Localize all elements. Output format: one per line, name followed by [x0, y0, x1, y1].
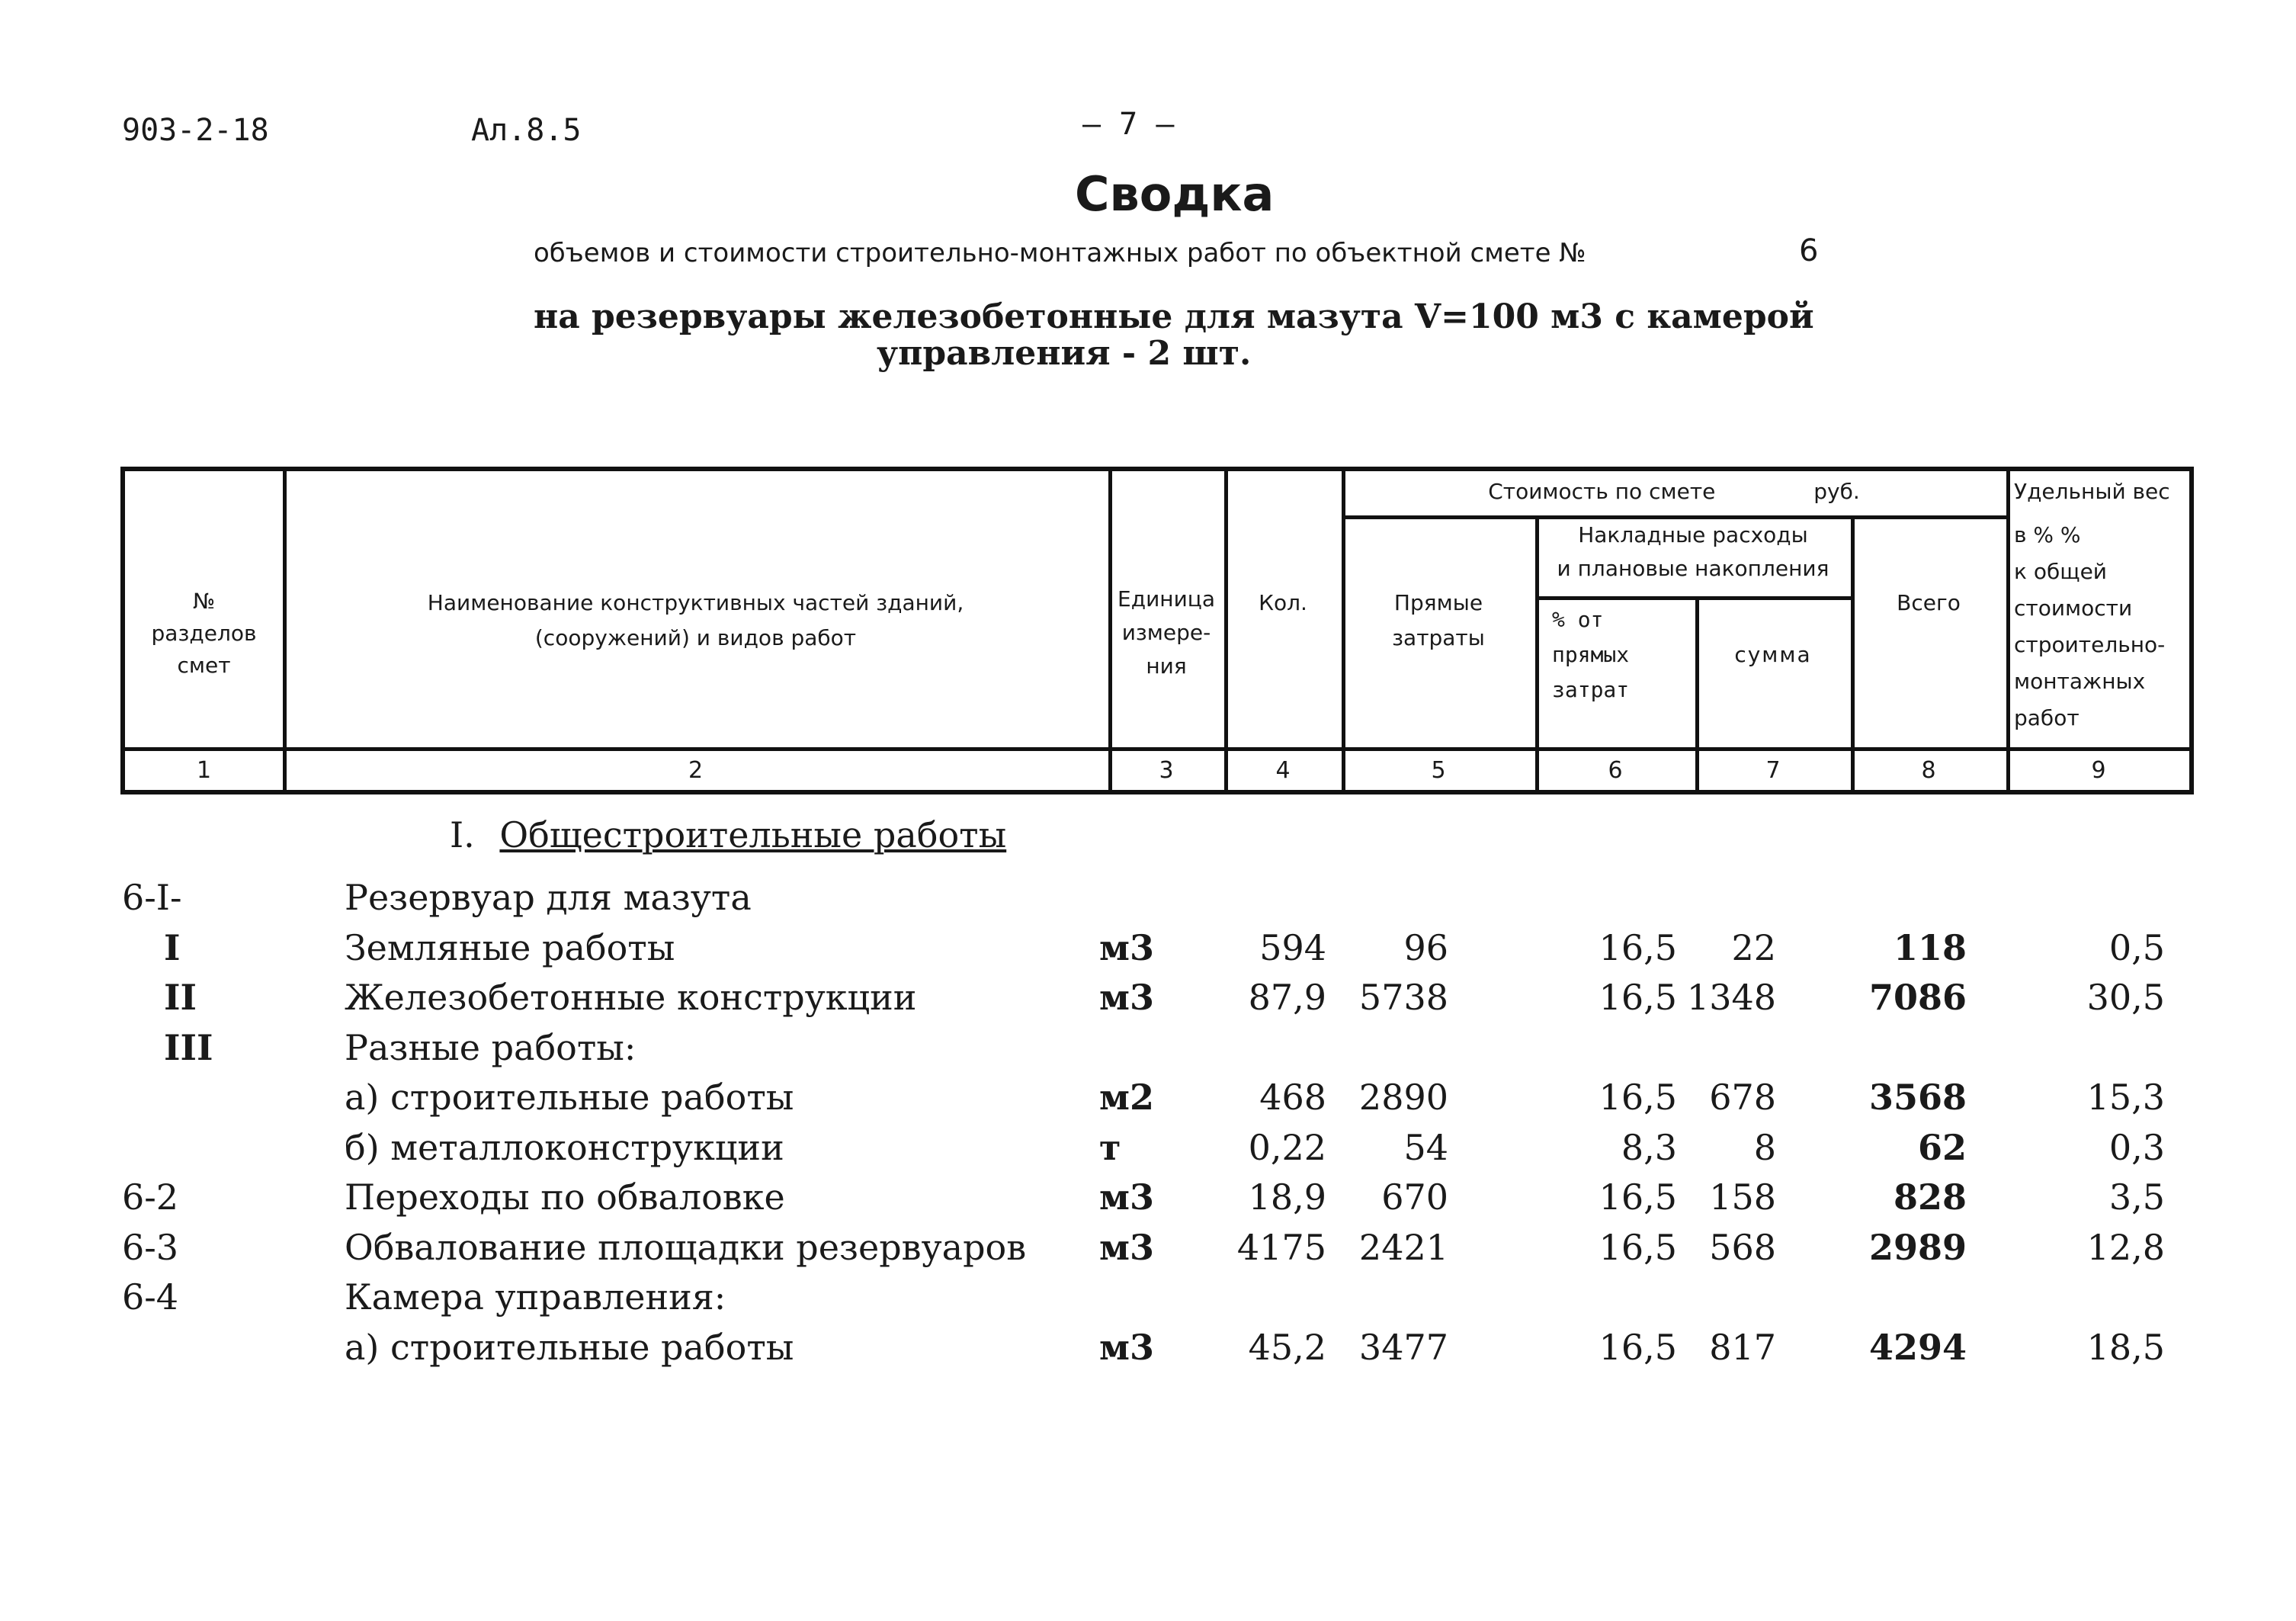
row-quantity: 4175: [1236, 1226, 1326, 1268]
header-share-top: Удельный вес: [2014, 479, 2170, 504]
row-total: 118: [1893, 926, 1967, 968]
row-total: 828: [1893, 1176, 1967, 1218]
row-code: 6-4: [122, 1276, 179, 1318]
row-overhead-sum: 1348: [1686, 977, 1776, 1018]
row-quantity: 45,2: [1248, 1326, 1326, 1368]
header-cost-group: Стоимость по смете руб.: [1488, 479, 1860, 504]
row-direct-costs: 2890: [1358, 1077, 1448, 1118]
row-percent: 16,5: [1599, 1326, 1677, 1368]
document-subtitle: объемов и стоимости строительно-монтажных работ по объектной смете №: [534, 238, 1586, 268]
row-direct-costs: 670: [1381, 1176, 1448, 1218]
row-work-name: а) строительные работы: [345, 1077, 794, 1118]
row-unit: м2: [1099, 1077, 1154, 1118]
row-share: 18,5: [2086, 1326, 2165, 1368]
row-unit: м3: [1099, 926, 1154, 968]
col-number-8: 8: [1921, 757, 1936, 784]
row-work-name: Камера управления:: [345, 1276, 726, 1318]
row-total: 62: [1917, 1126, 1967, 1168]
row-share: 0,5: [2108, 926, 2165, 968]
row-code: 6-I-: [122, 877, 182, 918]
header-overhead-group: Накладные расходы и плановые накопления: [1557, 522, 1829, 581]
document-code: 903-2-18: [122, 113, 269, 148]
row-unit: м3: [1099, 1326, 1154, 1368]
header-percent-of-direct: % от прямых затрат: [1552, 607, 1630, 702]
row-work-name: Переходы по обваловке: [345, 1176, 785, 1218]
col-number-9: 9: [2091, 757, 2106, 784]
col-number-5: 5: [1431, 757, 1446, 784]
row-percent: 16,5: [1599, 1077, 1677, 1118]
row-quantity: 594: [1259, 926, 1326, 968]
row-work-name: а) строительные работы: [345, 1326, 794, 1368]
col-number-7: 7: [1765, 757, 1781, 784]
object-description-line2: управления - 2 шт.: [877, 334, 1252, 373]
row-work-name: Резервуар для мазута: [345, 877, 752, 918]
header-share: в % % к общей стоимости строительно- монтажных работ: [2014, 522, 2166, 730]
row-overhead-sum: 158: [1709, 1176, 1776, 1218]
row-quantity: 87,9: [1248, 977, 1326, 1018]
header-unit: Единица измере- ния: [1118, 586, 1215, 679]
table-header: [120, 467, 2194, 794]
row-share: 0,3: [2108, 1126, 2165, 1168]
header-quantity: Кол.: [1259, 590, 1307, 615]
row-work-name: б) металлоконструкции: [345, 1126, 784, 1168]
header-total: Всего: [1897, 590, 1961, 615]
row-total: 3568: [1868, 1077, 1967, 1118]
col-number-4: 4: [1275, 757, 1291, 784]
row-percent: 16,5: [1599, 1226, 1677, 1268]
row-overhead-sum: 8: [1753, 1126, 1776, 1168]
row-code: 6-3: [122, 1226, 179, 1268]
header-section-number: № разделов смет: [151, 589, 257, 678]
row-unit: м3: [1099, 1226, 1154, 1268]
page-number: — 7 —: [1082, 107, 1175, 142]
row-unit: м3: [1099, 1176, 1154, 1218]
row-share: 15,3: [2086, 1077, 2165, 1118]
row-code: 6-2: [122, 1176, 179, 1218]
row-direct-costs: 2421: [1358, 1226, 1448, 1268]
row-work-name: Железобетонные конструкции: [345, 977, 917, 1018]
row-percent: 16,5: [1599, 977, 1677, 1018]
object-description-line1: на резервуары железобетонные для мазута V=100 м3 с камерой: [534, 297, 1814, 336]
row-direct-costs: 3477: [1358, 1326, 1448, 1368]
row-unit: м3: [1099, 977, 1154, 1018]
row-direct-costs: 5738: [1358, 977, 1448, 1018]
row-quantity: 468: [1259, 1077, 1326, 1118]
row-quantity: 0,22: [1248, 1126, 1326, 1168]
header-direct-costs: Прямые затраты: [1392, 590, 1485, 650]
row-percent: 16,5: [1599, 1176, 1677, 1218]
col-number-2: 2: [688, 757, 704, 784]
row-percent: 16,5: [1599, 926, 1677, 968]
row-share: 12,8: [2086, 1226, 2165, 1268]
row-direct-costs: 54: [1403, 1126, 1448, 1168]
col-number-1: 1: [196, 757, 212, 784]
row-share: 3,5: [2108, 1176, 2165, 1218]
row-code: II: [164, 977, 197, 1018]
header-work-name: Наименование конструктивных частей зданий, (сооружений) и видов работ: [427, 590, 964, 650]
section-heading: I. Общестроительные работы: [450, 814, 1007, 855]
row-overhead-sum: 568: [1709, 1226, 1776, 1268]
document-title: Сводка: [1075, 166, 1275, 222]
row-total: 4294: [1868, 1326, 1967, 1368]
row-code: III: [164, 1026, 213, 1068]
header-overhead-sum: сумма: [1734, 642, 1812, 667]
album-number: Ал.8.5: [471, 113, 582, 148]
row-total: 2989: [1868, 1226, 1967, 1268]
row-direct-costs: 96: [1403, 926, 1448, 968]
estimate-number: 6: [1799, 233, 1819, 268]
row-unit: т: [1099, 1126, 1121, 1168]
row-code: I: [164, 926, 181, 968]
row-quantity: 18,9: [1248, 1176, 1326, 1218]
row-work-name: Обвалование площадки резервуаров: [345, 1226, 1027, 1268]
row-percent: 8,3: [1621, 1126, 1677, 1168]
row-share: 30,5: [2086, 977, 2165, 1018]
row-overhead-sum: 678: [1709, 1077, 1776, 1118]
row-work-name: Земляные работы: [345, 926, 675, 968]
col-number-6: 6: [1608, 757, 1623, 784]
col-number-3: 3: [1159, 757, 1174, 784]
row-total: 7086: [1868, 977, 1967, 1018]
row-overhead-sum: 817: [1709, 1326, 1776, 1368]
row-work-name: Разные работы:: [345, 1026, 637, 1068]
row-overhead-sum: 22: [1731, 926, 1776, 968]
